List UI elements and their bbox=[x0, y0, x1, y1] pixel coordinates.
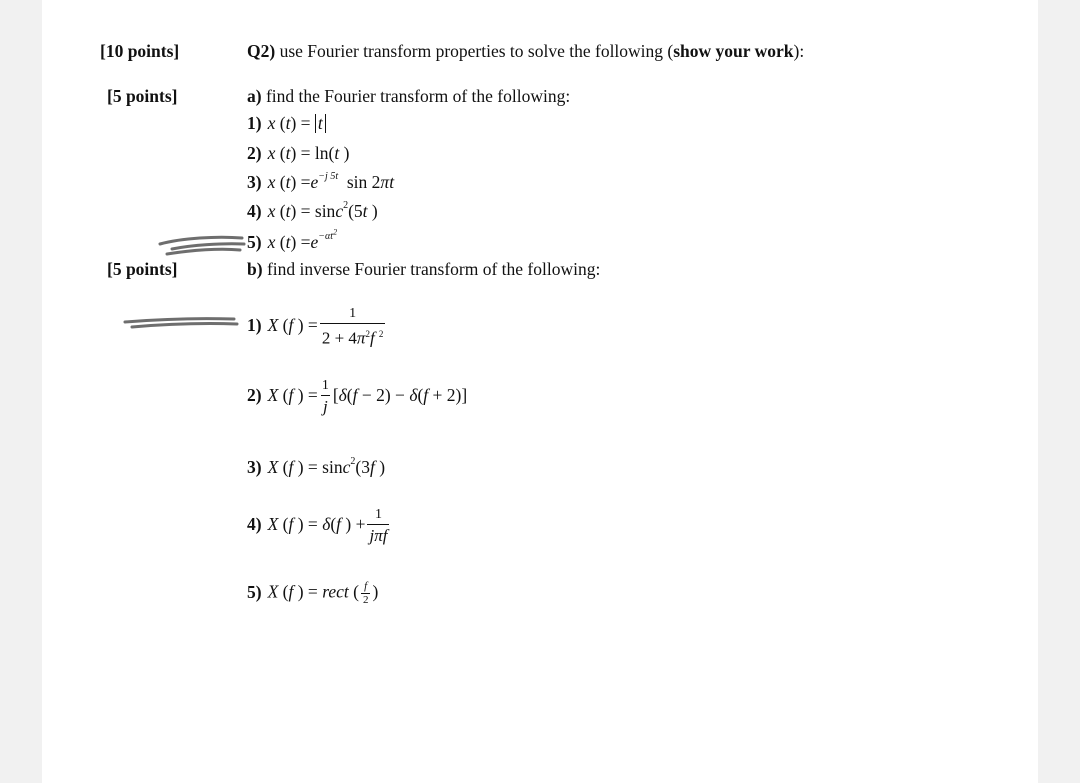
part-b-item-1: 1) X (f ) = $\frac{1}{2 + 4\pi^2f ^2}$ bbox=[247, 306, 384, 348]
document-page bbox=[42, 0, 1038, 783]
part-b-item-3: 3) X (f ) = sinc$^2$(3f ) bbox=[247, 456, 386, 477]
part-a-label: a) bbox=[247, 86, 262, 106]
part-a-item-5: 5) x $(t) =e^{-\alpha t^2}$ bbox=[247, 227, 338, 252]
part-b-title-text: find inverse Fourier transform of the following: bbox=[266, 259, 601, 279]
part-b-points: [5 points] bbox=[107, 259, 178, 279]
question-points: [10 points] bbox=[100, 41, 180, 61]
question-end: ): bbox=[793, 41, 805, 61]
question-label: Q2) bbox=[247, 41, 276, 61]
part-b-item-4: 4) X (f ) = δ(f ) + $\frac{1}{\text{jπf}}$ bbox=[247, 507, 388, 545]
question-text: use Fourier transform properties to solve the following ( bbox=[279, 41, 674, 61]
part-a-item-1: 1) x (t) = t bbox=[247, 113, 326, 134]
question-emphasis: show your work bbox=[673, 41, 794, 61]
part-b-item-2: 2) X (f ) = $\frac{1}{j}$ [δ(f − 2) − δ(f + 2)] bbox=[247, 378, 468, 416]
part-a-title-text: find the Fourier transform of the following: bbox=[265, 86, 571, 106]
pen-scribble-marks bbox=[42, 0, 1038, 783]
part-a-points: [5 points] bbox=[107, 86, 178, 106]
part-a-item-4: 4) x (t) = sinc$^2$(5t ) bbox=[247, 200, 378, 221]
part-b-item-5: 5) X (f ) = rect ( $\frac{f}{2}$ ) bbox=[247, 580, 379, 606]
part-b-label: b) bbox=[247, 259, 263, 279]
part-a-item-3: 3) x $(t) =e^{-j 5t}$ sin 2πt bbox=[247, 171, 395, 192]
part-a-item-2: 2) x (t) = ln(t ) bbox=[247, 143, 350, 163]
